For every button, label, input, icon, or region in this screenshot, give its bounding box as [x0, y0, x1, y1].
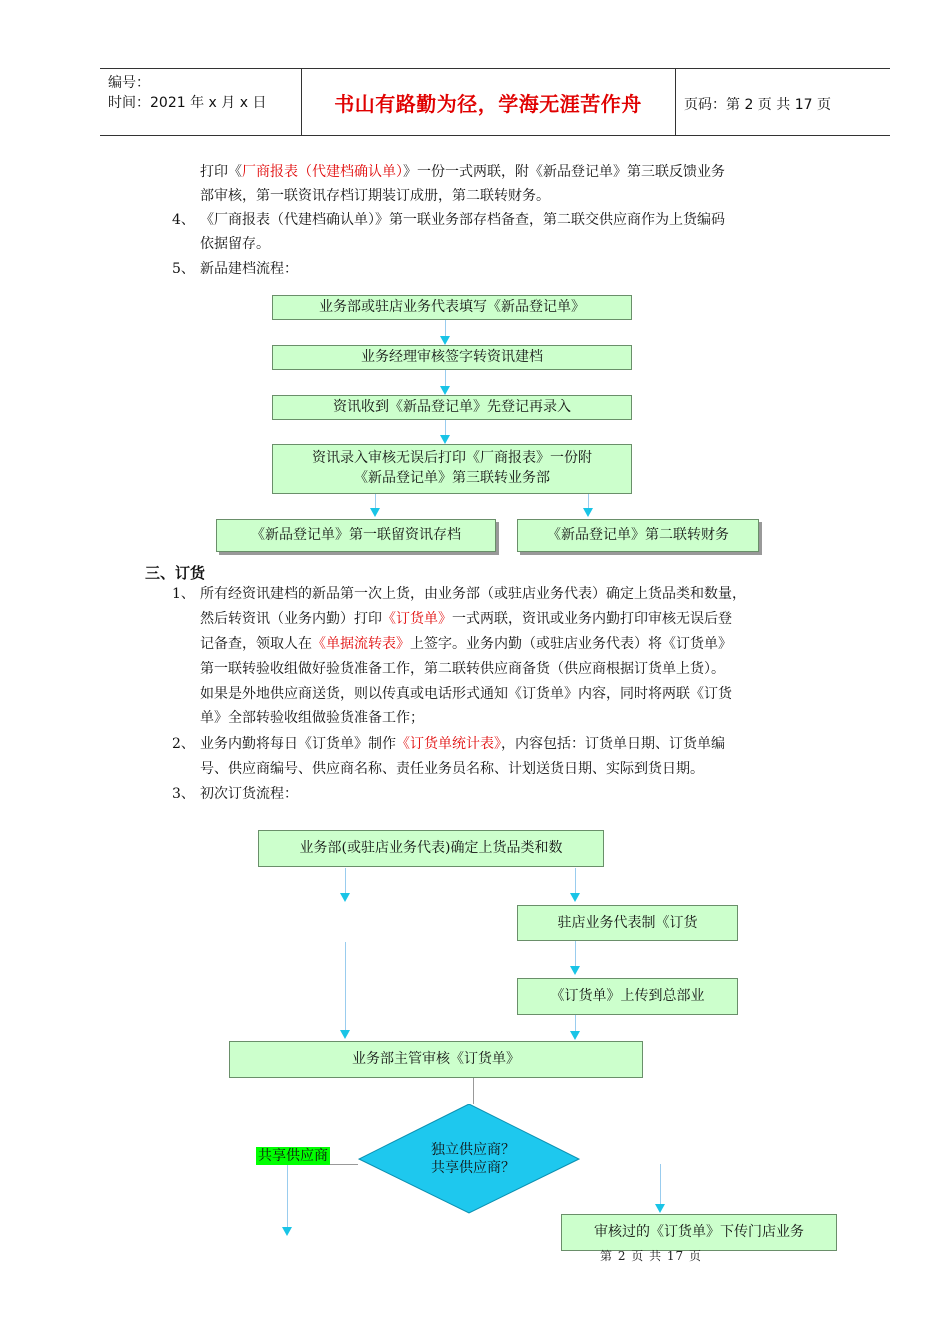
header-motto: 书山有路勤为径，学海无涯苦作舟 — [334, 92, 642, 116]
s3-item-1-line-3 — [200, 632, 732, 656]
s3-item-1-line-6: 单》全部转验收组做验货准备工作； — [200, 710, 424, 726]
flow1-step-3: 资讯收到《新品登记单》先登记再录入 — [272, 395, 632, 420]
flow2-connector-left-long — [345, 942, 346, 1030]
flow2-step-3: 《订货单》上传到总部业 — [517, 978, 738, 1015]
flow2-step-5: 审核过的《订货单》下传门店业务 — [561, 1214, 837, 1251]
intro-line-1 — [200, 160, 725, 184]
flow1-arrow-left — [370, 508, 380, 517]
s3-item-1-line-2-red: 《订货单》 — [382, 611, 452, 627]
flow1-arrow-1 — [440, 336, 450, 345]
s3-item-1-line-4: 第一联转验收组做好验货准备工作，第二联转供应商备货（供应商根据订货单上货）。 — [200, 661, 725, 677]
flow2-arrow-left-long — [340, 1030, 350, 1039]
flow1-connector-3 — [445, 420, 446, 435]
flow2-arrow-shared-down — [282, 1227, 292, 1236]
item-5-number: 5、 — [172, 261, 195, 277]
item-4-line-1: 《厂商报表（代建档确认单）》第一联业务部存档备查，第二联交供应商作为上货编码 — [200, 212, 725, 228]
header-divider-right — [675, 68, 676, 136]
decision-line-2: 共享供应商？ — [431, 1160, 515, 1176]
flow2-step-4: 业务部主管审核《订货单》 — [229, 1041, 643, 1078]
s3-item-2-line-1 — [200, 732, 725, 756]
flow1-step-4-line-2: 《新品登记单》第三联转业务部 — [354, 470, 550, 486]
flow2-connector-independent — [660, 1164, 661, 1204]
item-4-number: 4、 — [172, 212, 195, 228]
s3-item-1-line-2-a: 然后转资讯（业务内勤）打印 — [200, 611, 382, 627]
header-top-rule — [100, 68, 890, 69]
s3-item-2-line-2: 号、供应商编号、供应商名称、责任业务员名称、计划送货日期、实际到货日期。 — [200, 761, 704, 777]
flow2-arrow-left-top — [340, 893, 350, 902]
decision-line-1: 独立供应商？ — [431, 1142, 515, 1158]
s3-item-3-text: 初次订货流程： — [200, 786, 298, 802]
flow2-arrow-right-3 — [570, 1031, 580, 1040]
flow1-connector-right — [588, 494, 589, 508]
s3-item-2-line-1-a: 业务内勤将每日《订货单》制作 — [200, 736, 396, 752]
flow1-step-1: 业务部或驻店业务代表填写《新品登记单》 — [272, 295, 632, 320]
item-5-text: 新品建档流程： — [200, 261, 298, 277]
flow1-arrow-right — [583, 508, 593, 517]
flow2-shared-supplier-tag: 共享供应商 — [258, 1148, 328, 1164]
flow2-step-2: 驻店业务代表制《订货 — [517, 905, 738, 941]
s3-item-3-number: 3、 — [172, 786, 195, 802]
s3-item-1-line-3-b: 上签字。业务内勤（或驻店业务代表）将《订货单》 — [410, 636, 732, 652]
header-time: 时间：2021 年 x 月 x 日 — [108, 95, 267, 111]
flow1-step-5-left: 《新品登记单》第一联留资讯存档 — [216, 519, 496, 552]
flow2-connector-left-top — [345, 868, 346, 893]
flow2-connector-decision — [473, 1078, 474, 1104]
flow2-arrow-right-2 — [570, 966, 580, 975]
flow1-arrow-2 — [440, 386, 450, 395]
flow1-arrow-3 — [440, 435, 450, 444]
s3-item-1-line-2-b: 一式两联，资讯或业务内勤打印审核无误后登 — [452, 611, 732, 627]
flow1-connector-left — [375, 494, 376, 508]
item-4-line-2: 依据留存。 — [200, 236, 270, 252]
intro-line-2: 部审核，第一联资讯存档订期装订成册，第二联转财务。 — [200, 188, 550, 204]
flow1-step-2: 业务经理审核签字转资讯建档 — [272, 345, 632, 370]
s3-item-2-line-1-red: 《订货单统计表》 — [396, 736, 501, 752]
s3-item-1-line-5: 如果是外地供应商送货，则以传真或电话形式通知《订货单》内容，同时将两联《订货 — [200, 686, 732, 702]
intro-line-1-b: 》一份一式两联，附《新品登记单》第三联反馈业务 — [403, 164, 725, 180]
flow2-arrow-independent — [655, 1204, 665, 1213]
flow2-step-1: 业务部(或驻店业务代表)确定上货品类和数 — [258, 830, 604, 867]
intro-line-1-red: 厂商报表（代建档确认单） — [242, 164, 403, 180]
page-footer: 第 2 页 共 17 页 — [600, 1249, 702, 1263]
header-serial: 编号： — [108, 75, 150, 91]
flow2-connector-right-1 — [575, 868, 576, 893]
flow1-step-4-line-1: 资讯录入审核无误后打印《厂商报表》一份附 — [312, 450, 592, 466]
s3-item-1-number: 1、 — [172, 586, 195, 602]
flow1-connector-2 — [445, 370, 446, 386]
section-3-title: 三、订货 — [145, 564, 206, 582]
s3-item-1-line-2 — [200, 607, 732, 631]
header-bottom-rule — [100, 135, 890, 136]
s3-item-2-number: 2、 — [172, 736, 195, 752]
flow2-connector-shared-down — [287, 1165, 288, 1227]
flow1-step-4 — [272, 444, 632, 494]
intro-line-1-a: 打印《 — [200, 164, 242, 180]
s3-item-2-line-1-b: ，内容包括：订货单日期、订货单编 — [501, 736, 725, 752]
flow1-connector-1 — [445, 320, 446, 336]
s3-item-1-line-3-red: 《单据流转表》 — [312, 636, 410, 652]
header-page-number: 页码：第 2 页 共 17 页 — [684, 97, 831, 113]
s3-item-1-line-1: 所有经资讯建档的新品第一次上货，由业务部（或驻店业务代表）确定上货品类和数量， — [200, 586, 746, 602]
s3-item-1-line-3-a: 记备查，领取人在 — [200, 636, 312, 652]
flow2-connector-right-2 — [575, 941, 576, 966]
flow1-step-5-right: 《新品登记单》第二联转财务 — [517, 519, 759, 552]
flow2-decision-text — [400, 1141, 546, 1177]
flow2-arrow-right-1 — [570, 893, 580, 902]
